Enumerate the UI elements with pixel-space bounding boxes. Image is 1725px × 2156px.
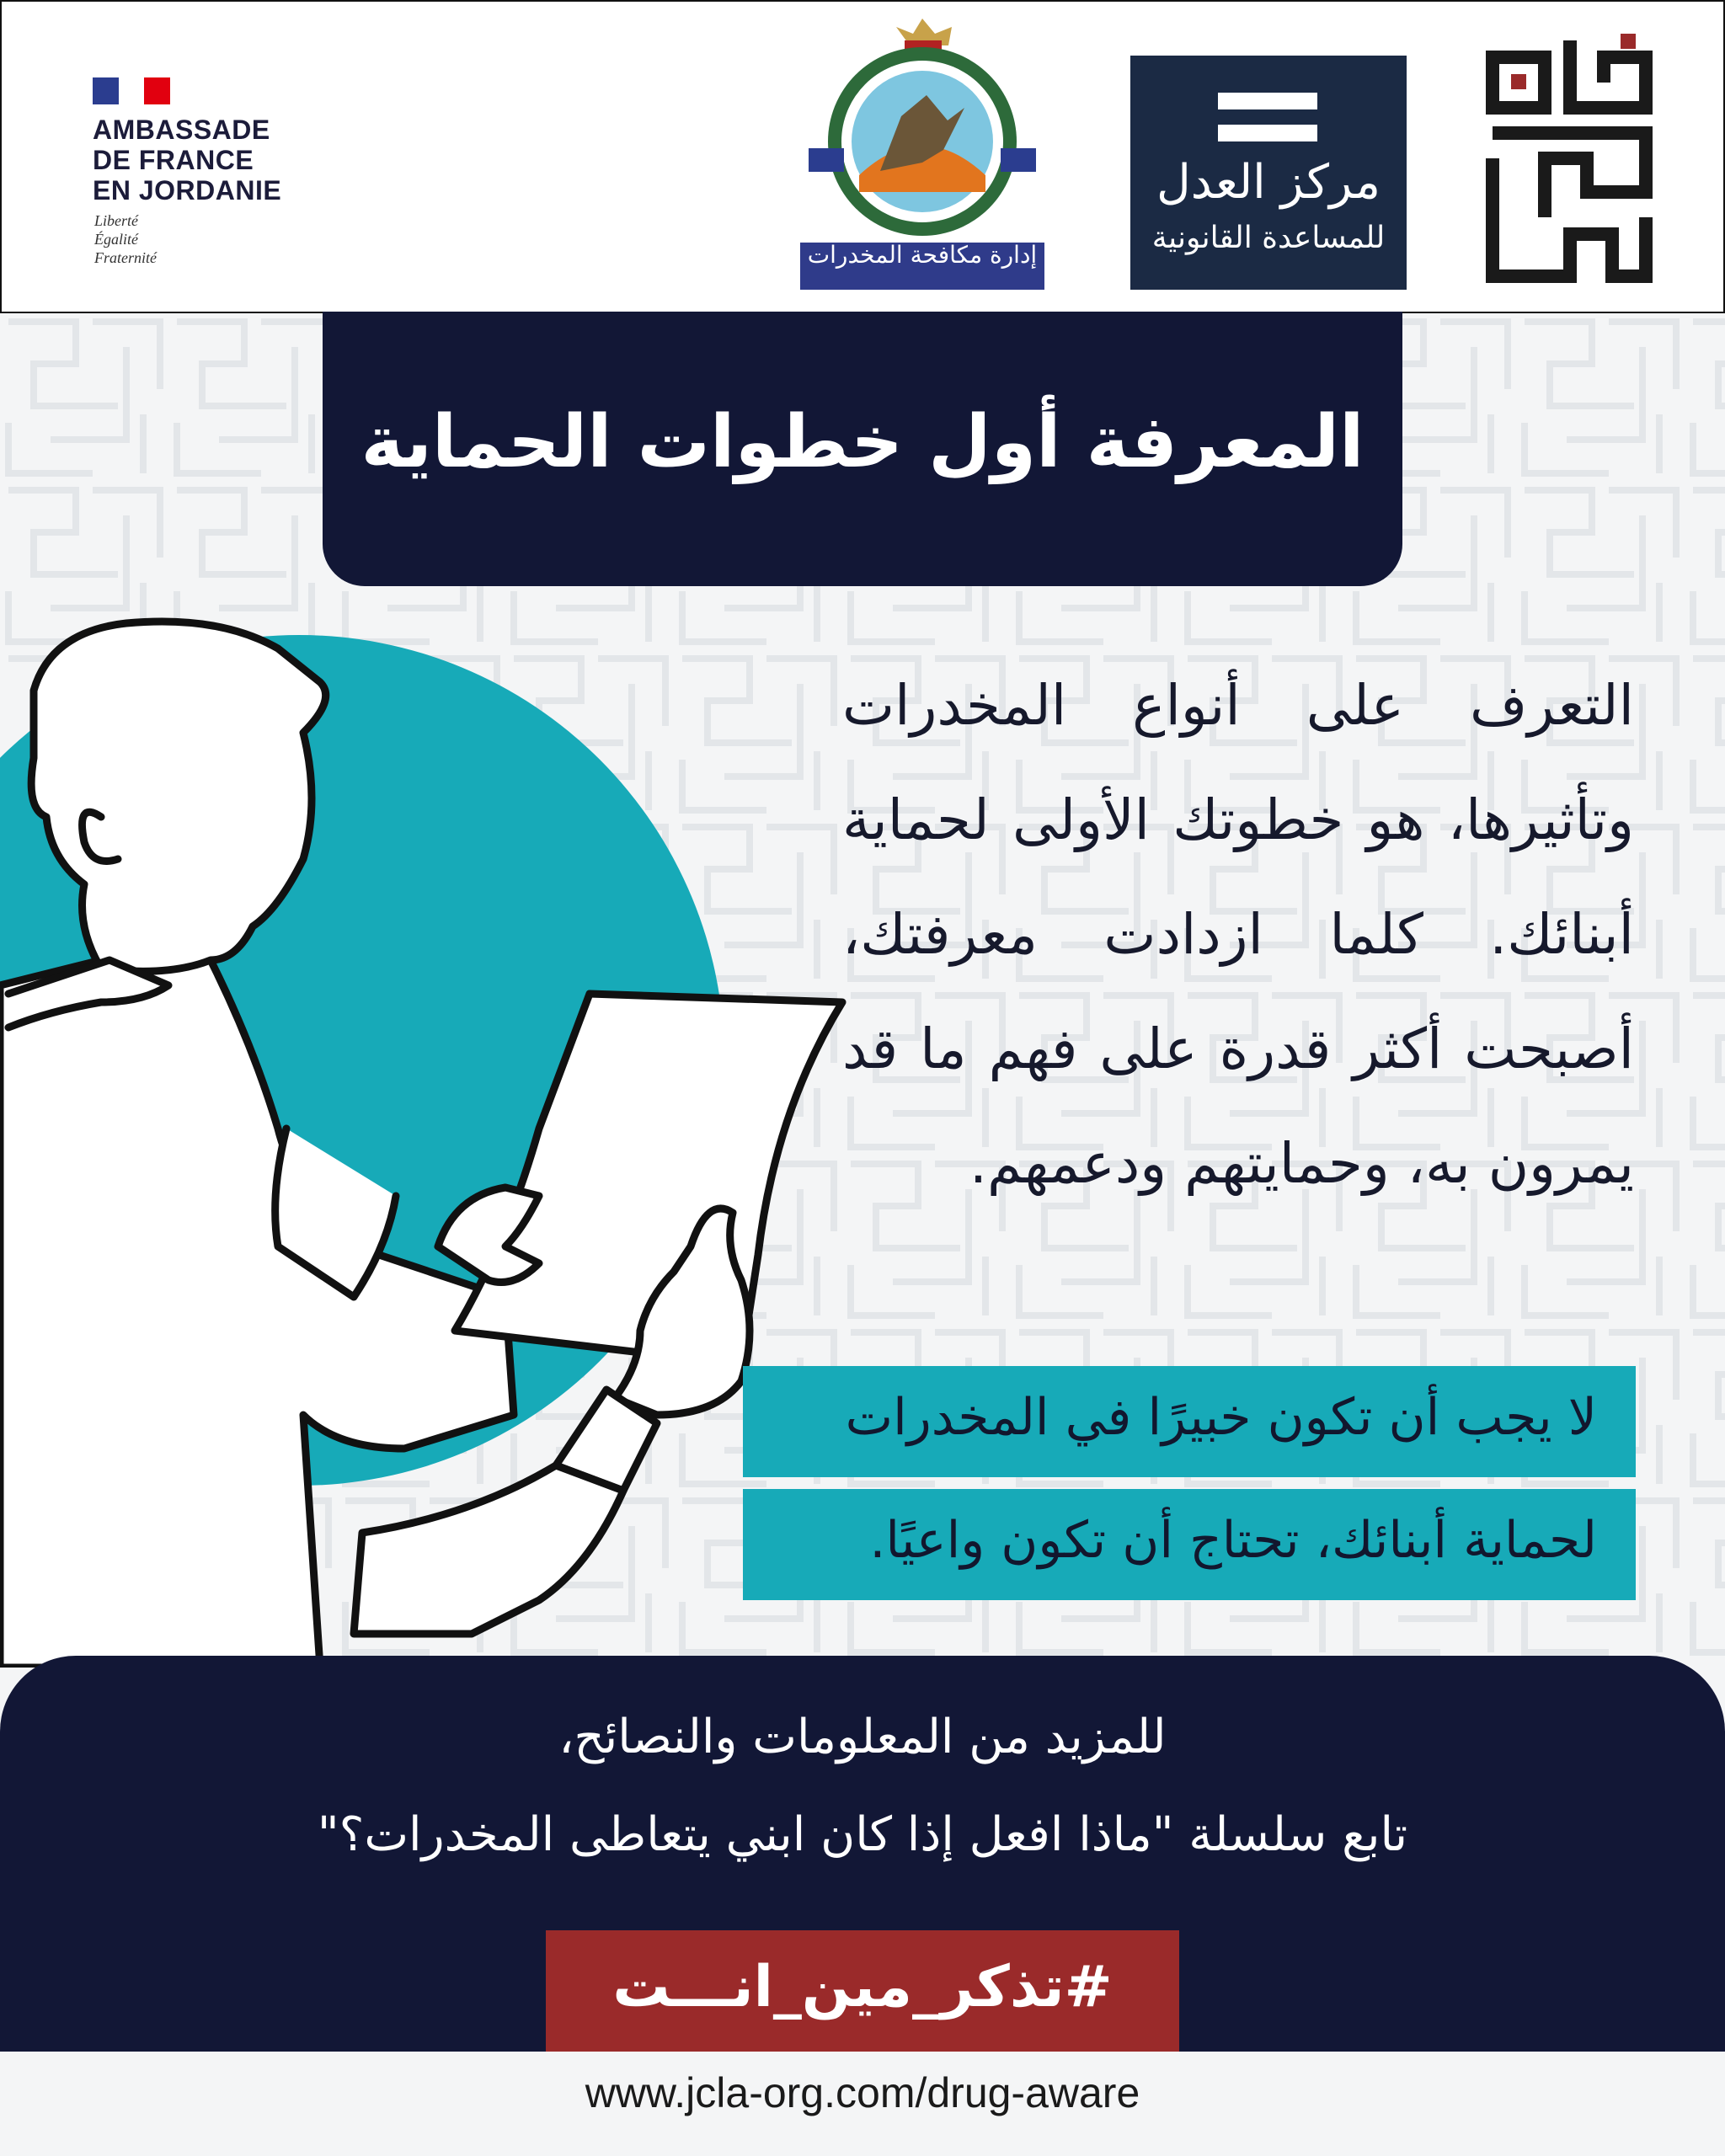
french-flag-icon — [93, 77, 170, 104]
adl-name: مركز العدل — [1156, 155, 1381, 210]
callout-band-1 — [743, 1366, 1636, 1477]
anti-narcotics-ribbon: إدارة مكافحة المخدرات — [807, 241, 1038, 269]
motto-liberte: Liberté — [94, 212, 138, 229]
adl-subtitle: للمساعدة القانونية — [1151, 221, 1386, 255]
kufic-calligraphy-icon — [1486, 24, 1654, 291]
motto-fraternite: Fraternité — [94, 249, 157, 266]
equals-icon — [1218, 93, 1317, 109]
adl-logo — [1130, 56, 1407, 290]
hashtag-box — [546, 1930, 1179, 2052]
hashtag-text: #تذكر_مين_انـــت — [612, 1954, 1113, 2020]
title-banner — [323, 312, 1402, 586]
footer-line-2: تابع سلسلة "ماذا افعل إذا كان ابني يتعاطى المخدرات؟" — [317, 1807, 1408, 1862]
embassy-line-2: DE FRANCE — [93, 145, 254, 175]
man-reading-paper-icon — [0, 606, 859, 1668]
embassy-line-1: AMBASSADE — [93, 115, 270, 145]
callout-band-2 — [743, 1489, 1636, 1600]
body-paragraph: التعرف على أنواع المخدرات وتأثيرها، هو خطوتك الأولى لحماية أبنائك. كلما ازدادت معرفتك، أصبحت أكثر قدرة على فهم ما قد يمرون به، وحمايتهم ودعمهم. — [842, 673, 1634, 1196]
website-link[interactable]: www.jcla-org.com/drug-aware — [585, 2069, 1140, 2116]
callout-text-1: لا يجب أن تكون خبيرًا في المخدرات — [845, 1388, 1597, 1447]
callout-text-2: لحماية أبنائك، تحتاج أن تكون واعيًا. — [869, 1511, 1597, 1570]
footer-line-1: للمزيد من المعلومات والنصائح، — [558, 1710, 1167, 1764]
embassy-line-3: EN JORDANIE — [93, 175, 282, 205]
page-title: المعرفة أول خطوات الحماية — [360, 400, 1365, 484]
equals-icon-bar — [1218, 125, 1317, 141]
motto-egalite: Égalité — [94, 231, 138, 248]
